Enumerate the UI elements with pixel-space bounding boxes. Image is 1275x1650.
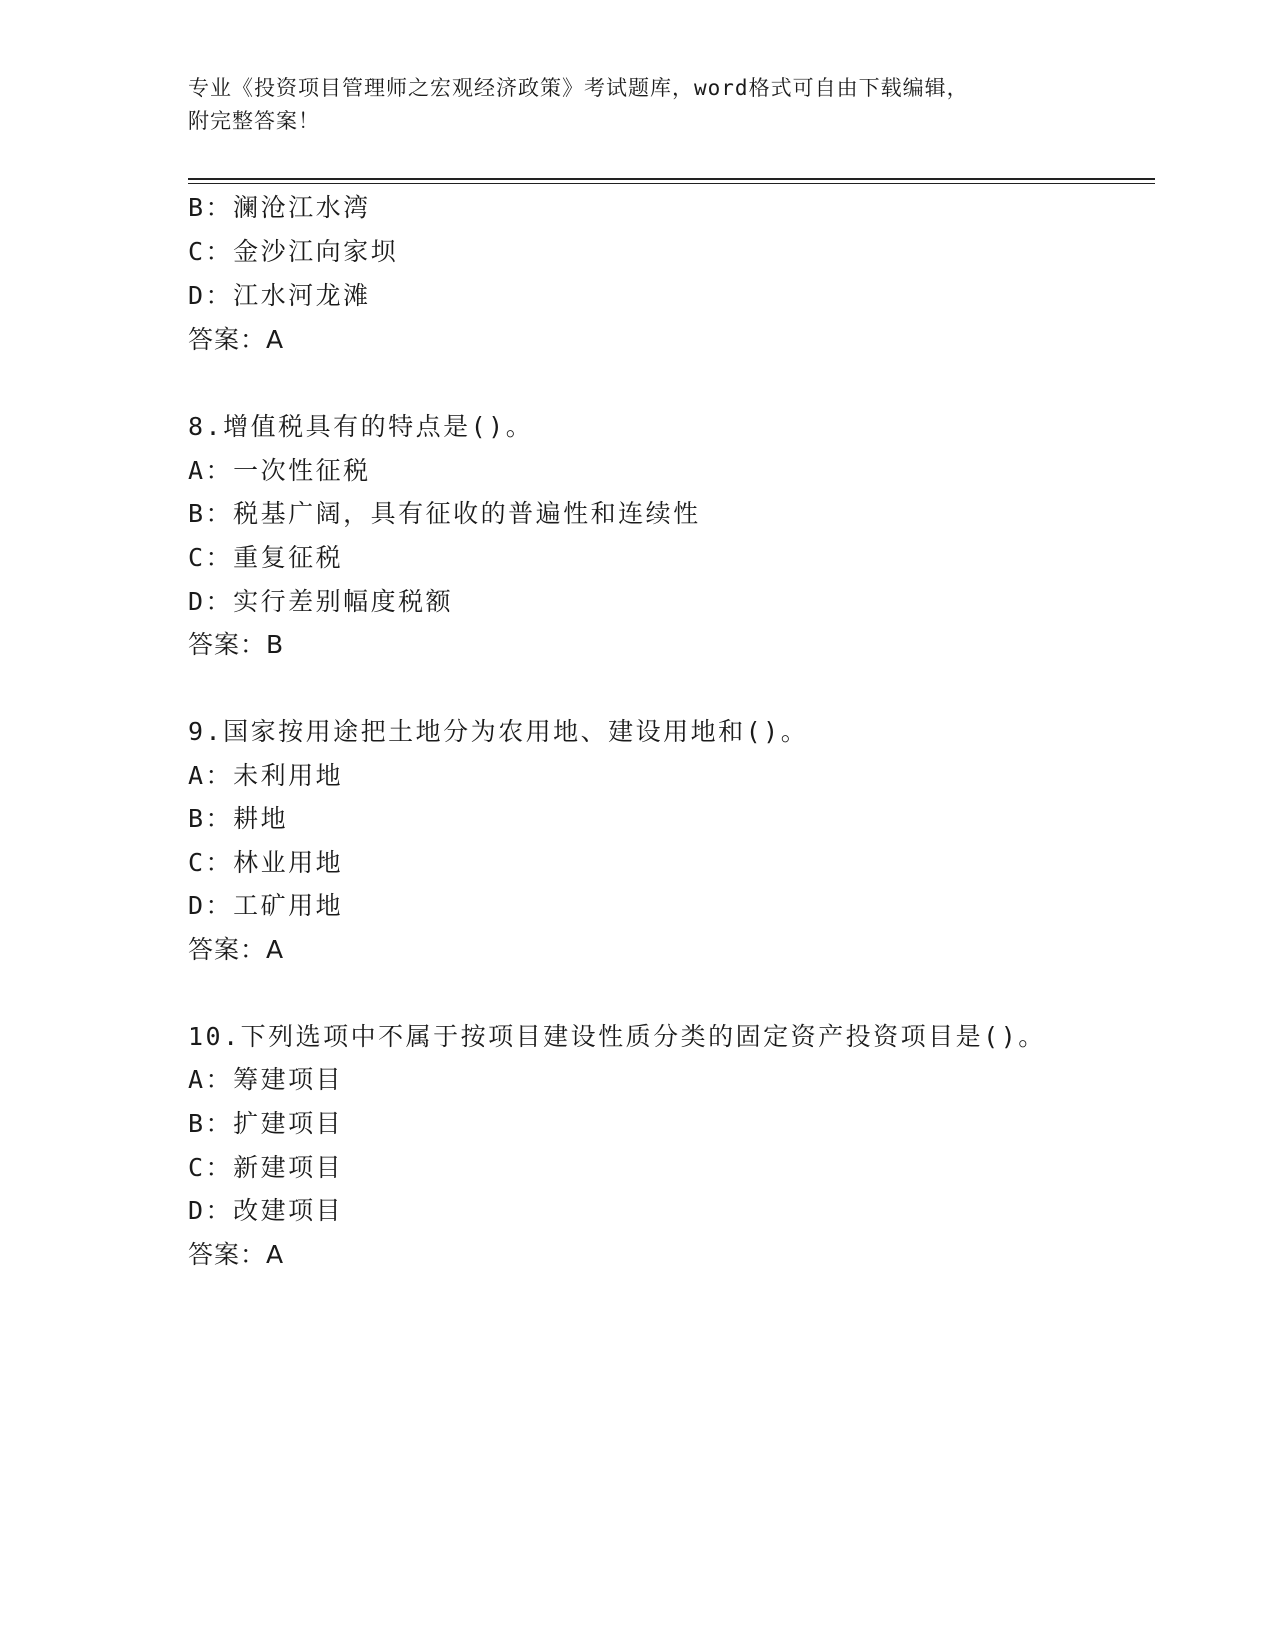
answer-line: 答案：A: [188, 935, 285, 964]
option-a: [188, 1064, 343, 1096]
answer-line: 答案：B: [188, 630, 285, 659]
option-d: [188, 890, 343, 922]
option-text: 一次性征税: [233, 456, 371, 485]
document-header: [188, 72, 1088, 138]
header-divider-thin: [188, 183, 1155, 184]
question-stem: 8.增值税具有的特点是()。: [188, 412, 534, 441]
option-label: B：: [188, 1109, 234, 1138]
option-a: [188, 455, 371, 487]
option-b: [188, 192, 371, 224]
option-text: 江水河龙滩: [233, 281, 371, 310]
option-label: D：: [188, 587, 234, 616]
option-b: [188, 803, 288, 835]
option-text: 重复征税: [233, 543, 344, 572]
option-text: 金沙江向家坝: [233, 237, 399, 266]
option-label: D：: [188, 281, 234, 310]
option-a: [188, 760, 343, 792]
option-text: 未利用地: [233, 761, 344, 790]
option-text: 扩建项目: [233, 1109, 344, 1138]
answer-line: 答案：A: [188, 1240, 285, 1269]
option-text: 林业用地: [233, 848, 344, 877]
option-text: 改建项目: [233, 1196, 344, 1225]
question-stem: 10.下列选项中不属于按项目建设性质分类的固定资产投资项目是()。: [188, 1022, 1046, 1051]
option-label: B：: [188, 804, 234, 833]
option-d: [188, 1195, 343, 1227]
option-text: 新建项目: [233, 1153, 344, 1182]
answer-line: 答案：A: [188, 325, 285, 354]
question-stem: 9.国家按用途把土地分为农用地、建设用地和()。: [188, 717, 809, 746]
option-c: [188, 542, 343, 574]
option-text: 澜沧江水湾: [233, 193, 371, 222]
option-label: A：: [188, 456, 234, 485]
option-label: B：: [188, 193, 234, 222]
option-b: [188, 498, 701, 530]
option-text: 工矿用地: [233, 891, 344, 920]
option-d: [188, 280, 371, 312]
option-label: B：: [188, 499, 234, 528]
option-label: C：: [188, 543, 234, 572]
option-c: [188, 847, 343, 879]
option-d: [188, 586, 453, 618]
option-text: 耕地: [233, 804, 289, 833]
option-text: 税基广阔，具有征收的普遍性和连续性: [233, 499, 701, 528]
option-label: A：: [188, 1065, 234, 1094]
header-line-2: 附完整答案！: [188, 109, 320, 133]
option-label: C：: [188, 237, 234, 266]
header-divider-thick: [188, 178, 1155, 180]
option-label: C：: [188, 1153, 234, 1182]
header-line-1: 专业《投资项目管理师之宏观经济政策》考试题库，word格式可自由下载编辑，: [188, 76, 969, 100]
option-label: A：: [188, 761, 234, 790]
option-c: [188, 1152, 343, 1184]
option-c: [188, 236, 398, 268]
option-b: [188, 1108, 343, 1140]
option-text: 实行差别幅度税额: [233, 587, 454, 616]
option-label: D：: [188, 891, 234, 920]
option-text: 筹建项目: [233, 1065, 344, 1094]
option-label: D：: [188, 1196, 234, 1225]
option-label: C：: [188, 848, 234, 877]
